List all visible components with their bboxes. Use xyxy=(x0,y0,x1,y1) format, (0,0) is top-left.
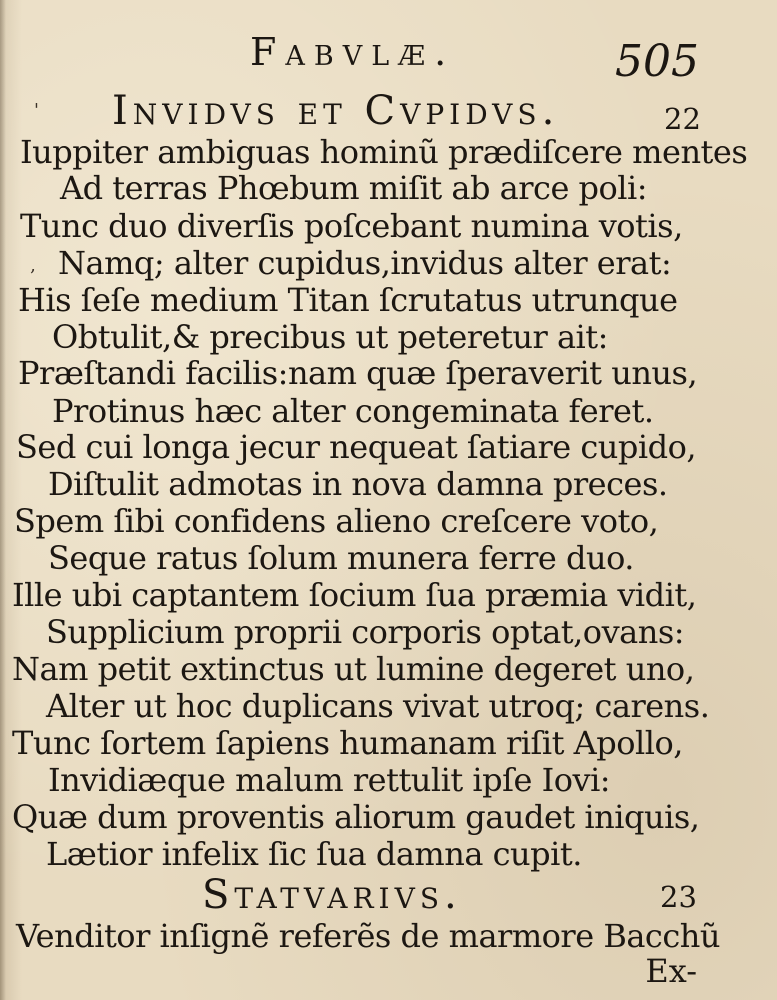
verse-line: Lætior infelix ſic ſua damna cupit. xyxy=(46,835,582,873)
page-number: 505 xyxy=(615,36,699,87)
verse-line: Invidiæque malum rettulit ipſe Iovi: xyxy=(48,761,611,799)
verse-line: Nam petit extinctus ut lumine degeret uno, xyxy=(12,650,695,688)
verse-line: Quæ dum proventis aliorum gaudet iniquis, xyxy=(12,798,700,836)
fable-title-invidus-et-cupidus: Invidvs et Cvpidvs. xyxy=(112,88,560,134)
verse-line: Ad terras Phœbum miſit ab arce poli: xyxy=(60,169,648,207)
fable-title-statuarius: Statvarivs. xyxy=(202,872,462,918)
verse-line: Obtulit,& precibus ut peteretur ait: xyxy=(52,318,608,356)
verse-line: Diſtulit admotas in nova damna preces. xyxy=(48,465,668,503)
verse-line: Præſtandi facilis:nam quæ ſperaverit unus, xyxy=(18,354,698,392)
verse-line: His ſeſe medium Titan ſcrutatus utrunque xyxy=(18,281,678,319)
verse-line: Supplicium proprii corporis optat,ovans: xyxy=(46,613,685,651)
verse-line: Venditor inſignẽ referẽs de marmore Bacchũ xyxy=(16,917,720,955)
verse-line: Namq; alter cupidus,invidus alter erat: xyxy=(58,244,672,282)
margin-mark: ‚ xyxy=(30,255,36,276)
verse-line: Tunc duo diverſis poſcebant numina votis, xyxy=(20,207,683,245)
running-head: Fabvlæ. xyxy=(250,30,456,74)
catchword: Ex- xyxy=(645,952,697,990)
verse-line: Ille ubi captantem ſocium ſua præmia vidit, xyxy=(12,576,697,614)
verse-line: Sed cui longa jecur nequeat ſatiare cupido, xyxy=(16,428,697,466)
verse-line: Iuppiter ambiguas hominũ prædiſcere mentes xyxy=(20,133,748,171)
verse-line: Tunc ſortem ſapiens humanam riſit Apollo, xyxy=(12,724,683,762)
verse-line: Alter ut hoc duplicans vivat utroq; carens. xyxy=(46,687,710,725)
verse-line: Protinus hæc alter congeminata feret. xyxy=(52,392,654,430)
verse-line: Spem ſibi confidens alieno creſcere voto, xyxy=(14,502,659,540)
margin-mark: ' xyxy=(34,100,39,121)
verse-line: Seque ratus ſolum munera ferre duo. xyxy=(48,539,634,577)
fable-number: 23 xyxy=(660,880,697,914)
fable-number: 22 xyxy=(664,102,701,136)
